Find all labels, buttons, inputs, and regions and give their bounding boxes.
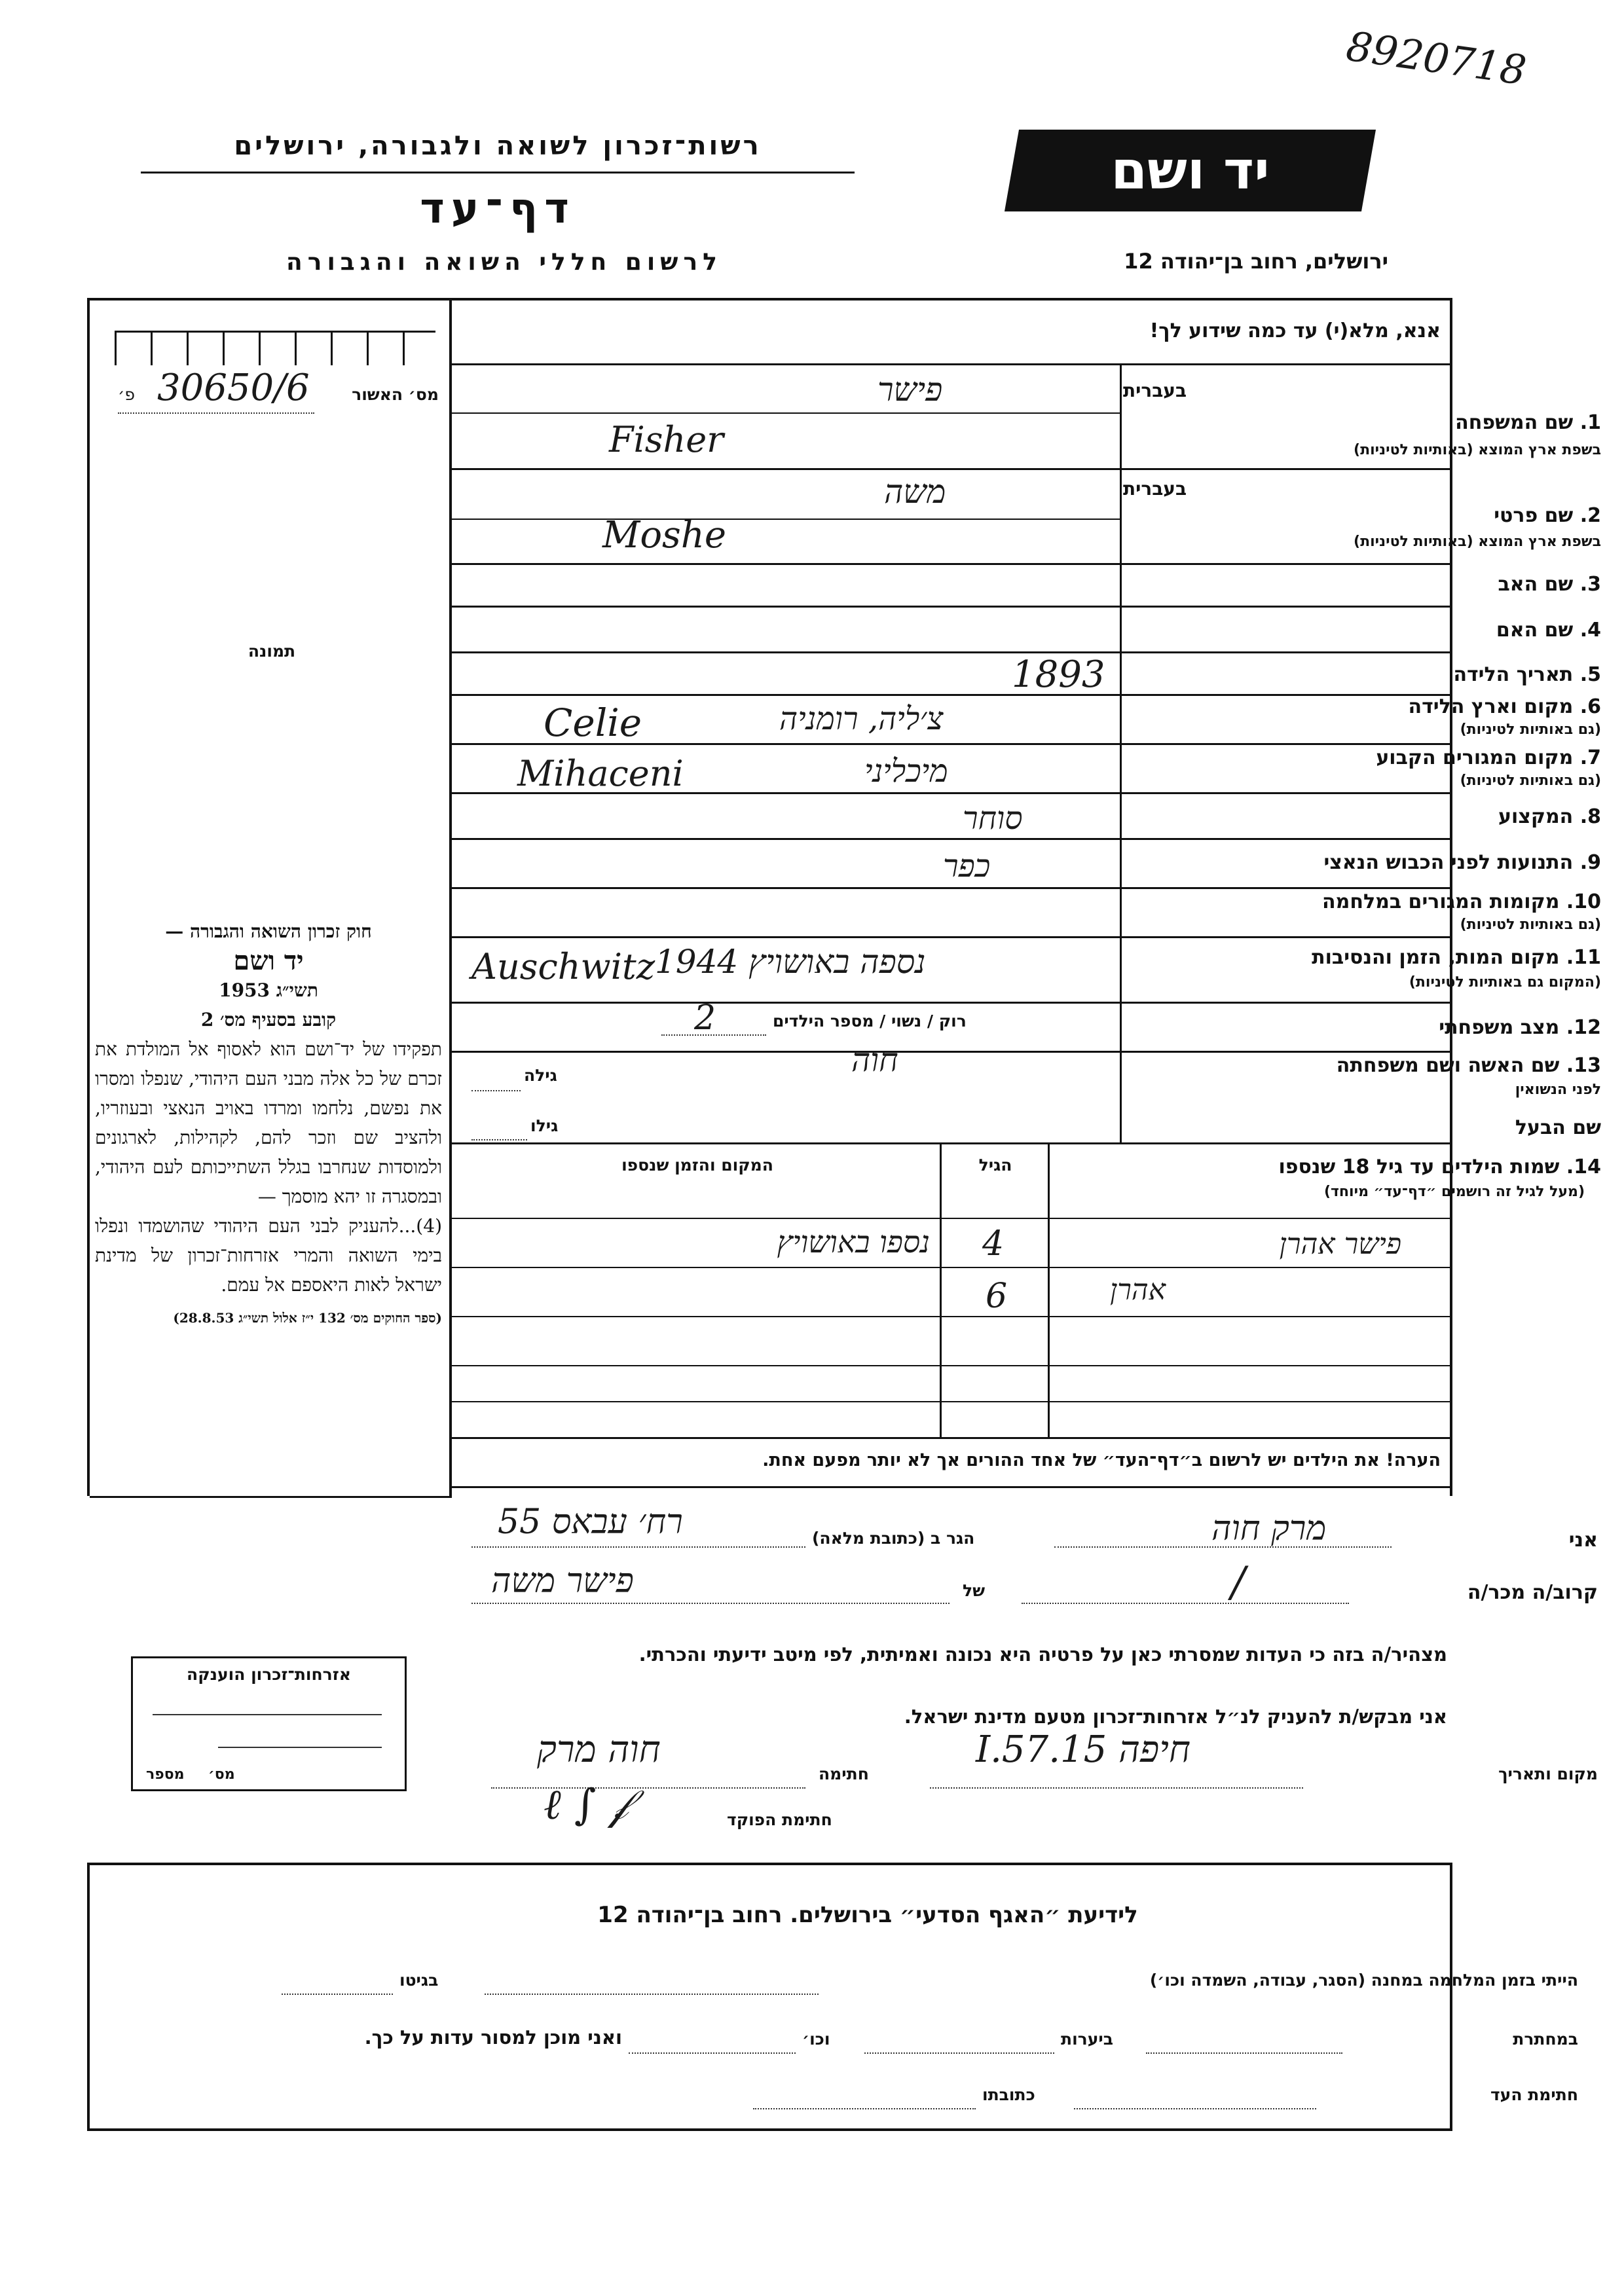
field1-lat-value: Fisher [609,419,724,460]
citizenship-box [131,1656,407,1791]
field4-label: 4. שם האם [1496,619,1601,642]
child-1-name: פישר אהרן [1279,1228,1401,1261]
field12-options: רוק / נשוי / מספר הילדים [773,1011,967,1030]
approval-number: 30650/6 [157,367,310,409]
field9-value: כפר [943,848,991,884]
declaration-text: מצהיר/ה בזה כי העדות שמסרתי כאן על פרטיה היא נכונה ואמיתית, לפי מיטב ידיעתי והכרתי. [638,1643,1447,1666]
field1-heb-value: פישר [877,371,943,409]
field2-label: 2. שם פרטי [1494,504,1601,527]
field2-heb-value: משה [884,473,946,511]
citizenship-no-label: מס׳ [208,1766,235,1783]
of-label: של [963,1581,986,1600]
law-text [95,917,442,1327]
field13-value: חוה [851,1041,898,1079]
child-2-age: 6 [986,1277,1008,1316]
field11-lat-value: Auschwitz [471,946,655,987]
declarant-address-label: הגר ב (כתובת מלאה) [812,1529,975,1548]
signature-label: חתימה [819,1764,869,1783]
field3-label: 3. שם האב [1498,573,1601,596]
field6-heb-value: צ׳ליה, רומניה [779,701,944,737]
field13-age-label: גילה [524,1066,557,1085]
photo-label: תמונה [248,642,296,661]
citizenship-title: אזרחות־זכרון הוענקה [187,1665,351,1684]
law-subclause: (4)...להעניק לבני העם היהודי שהושמדו ונפלו בימי השואה והמרי אזרחות־זכרון של מדינת ישראל לאות היאספם אל עמם. [95,1215,442,1296]
law-name: יד ושם [233,945,304,976]
official-signature: ℓ ∫ 𝒻 [544,1781,629,1829]
field2-sub: בשפת ארץ המוצא (באותיות לטיניות) [1354,534,1601,550]
field12-label: 12. מצב משפחתי [1439,1016,1601,1039]
field11-sub: (המקום גם באותיות לטיניות) [1409,974,1601,991]
place-date-label: מקום ותאריך [1498,1764,1598,1783]
approval-label: מס׳ האשור [352,385,439,404]
child-2-name: אהרן [1109,1273,1166,1307]
child-1-place: נספו באושויץ [777,1224,930,1260]
field1-sub: בשפת ארץ המוצא (באותיות לטיניות) [1354,442,1601,458]
place-date-value: חיפה 15.I.57 [976,1728,1191,1771]
children-header: 14. שמות הילדים עד גיל 18 שנספו [1278,1156,1601,1178]
instruction-text: אנא, מלא(י) עד כמה שידוע לך! [1149,319,1441,342]
footer-line3-b: כתובתו [982,2085,1035,2104]
yad-vashem-logo [1005,130,1376,211]
approval-ticks [115,331,435,365]
field8-value: סוחר [963,800,1023,837]
field7-heb-value: מיכליני [864,753,948,790]
request-text: אני מבקש/ת להעניק לנ״ל אזרחות־זכרון מטעם מדינת ישראל. [904,1705,1447,1728]
field9-label: 9. התנועות לפני הכבוש הנאצי [1323,851,1601,874]
footer-line3-a: חתימת העד [1490,2085,1578,2104]
field8-label: 8. המקצוע [1498,805,1601,828]
field1-heb-tag: בעברית [1123,380,1187,401]
declarant-name: מרק חוה [1211,1509,1327,1548]
field12-value: 2 [694,998,716,1038]
footer-line2-b: ביערות [1061,2030,1113,2049]
field10-sub: (גם באותיות לטיניות) [1460,917,1601,933]
field7-sub: (גם באותיות לטיניות) [1460,773,1601,789]
husband-label: שם הבעל [1515,1116,1601,1139]
children-col-age: הגיל [978,1156,1012,1175]
declarant-i-label: אני [1568,1529,1598,1552]
citizenship-number-label: מספר [146,1766,185,1783]
children-header-sub: (מעל לגיל זה רושמים ״דף־עד״ מיוחד) [1323,1184,1585,1200]
address: ירושלים, רחוב בן־יהודה 12 [1124,249,1388,274]
declarant-address: רח׳ עבאס 55 [498,1503,683,1542]
field7-lat-value: Mihaceni [517,753,684,794]
field11-label: 11. מקום המות, הזמן והנסיבות [1312,946,1601,969]
archive-number: 8920718 [1343,22,1529,95]
footer-line2-a: במחתרת [1513,2030,1578,2049]
field13-label: 13. שם האשה ושם משפחתה [1336,1054,1601,1077]
law-body: תפקידו של יד־ושם הוא לאסוף אל המולדת את זכרם של כל אלה מבני העם היהודי, שנפלו ומסרו את נפשם, נלחמו ומרדו באויב הנאצי ובעוזריו, ולהציב שם וזכר להם, לקהילות, לארגונים ולמוסדות שנחרבו בגלל השתייכותם לעם היהודי, ובמסגרה זו יהא מוסמך — [95,1038,442,1207]
field6-sub: (גם באותיות לטיניות) [1460,721,1601,738]
form-title: דף־עד [420,185,576,233]
law-year: תשי״ג 1953 [219,979,318,1001]
approval-prefix: פ׳ [118,385,136,404]
field6-label: 6. מקום וארץ הלידה [1408,695,1601,718]
relation-label: קרוב/ה מכר/ה [1467,1581,1598,1604]
children-col-place: המקום והזמן שנספו [621,1156,773,1175]
field2-heb-tag: בעברית [1123,478,1187,500]
field2-lat-value: Moshe [602,514,726,556]
law-clause: קובע בסעיף מס׳ 2 [200,1009,337,1030]
law-source: (ספר החוקים מס׳ 132 י״ז אלול תשי״ג 28.8.53) [173,1310,442,1326]
field5-value: 1893 [1012,653,1105,696]
footer-line2-c: וכו׳ [802,2030,830,2049]
footer-line2-d: ואני מוכן למסור עדות על כך. [364,2026,622,2049]
field10-label: 10. מקומות המגורים במלחמה [1322,890,1601,913]
field6-lat-value: Celie [544,701,642,745]
field11-heb-value: נספה באושויץ 1944 [655,943,926,981]
field13-sub: לפני הנשואין [1515,1082,1601,1098]
child-1-age: 4 [982,1224,1005,1264]
husband-age-label: גילו [530,1116,559,1135]
field5-label: 5. תאריך הלידה [1453,663,1601,686]
of-value: פישר משה [491,1561,634,1601]
law-title: חוק זכרון השואה והגבורה — [165,920,372,942]
field7-label: 7. מקום המגורים הקבוע [1376,746,1601,769]
footer-line1-b: בגיטו [399,1971,439,1990]
official-label: חתימת הפוקד [727,1810,832,1829]
form-subtitle: לרשום חללי השואה והגבורה [286,249,722,276]
footer-line1-a: הייתי בזמן המלחמה במחנה (הסגר, עבודה, השמדה וכו׳) [1149,1971,1578,1990]
signature-value: חוה מרק [537,1728,661,1771]
relation-mark: / [1231,1558,1246,1607]
institution-name: רשות־זכרון לשואה ולגבורה, ירושלים [234,131,762,161]
field1-label: 1. שם המשפחה [1455,411,1601,434]
footer-title: לידיעת ״האגף הסדעי״ בירושלים. רחוב בן־יהודה 12 [597,1902,1138,1928]
logo-text: יד ושם [1111,140,1270,201]
remark-text: הערה! את הילדים יש לרשום ב״דף־העד״ של אחד ההורים אך לא יותר מפעם אחת. [762,1450,1441,1470]
